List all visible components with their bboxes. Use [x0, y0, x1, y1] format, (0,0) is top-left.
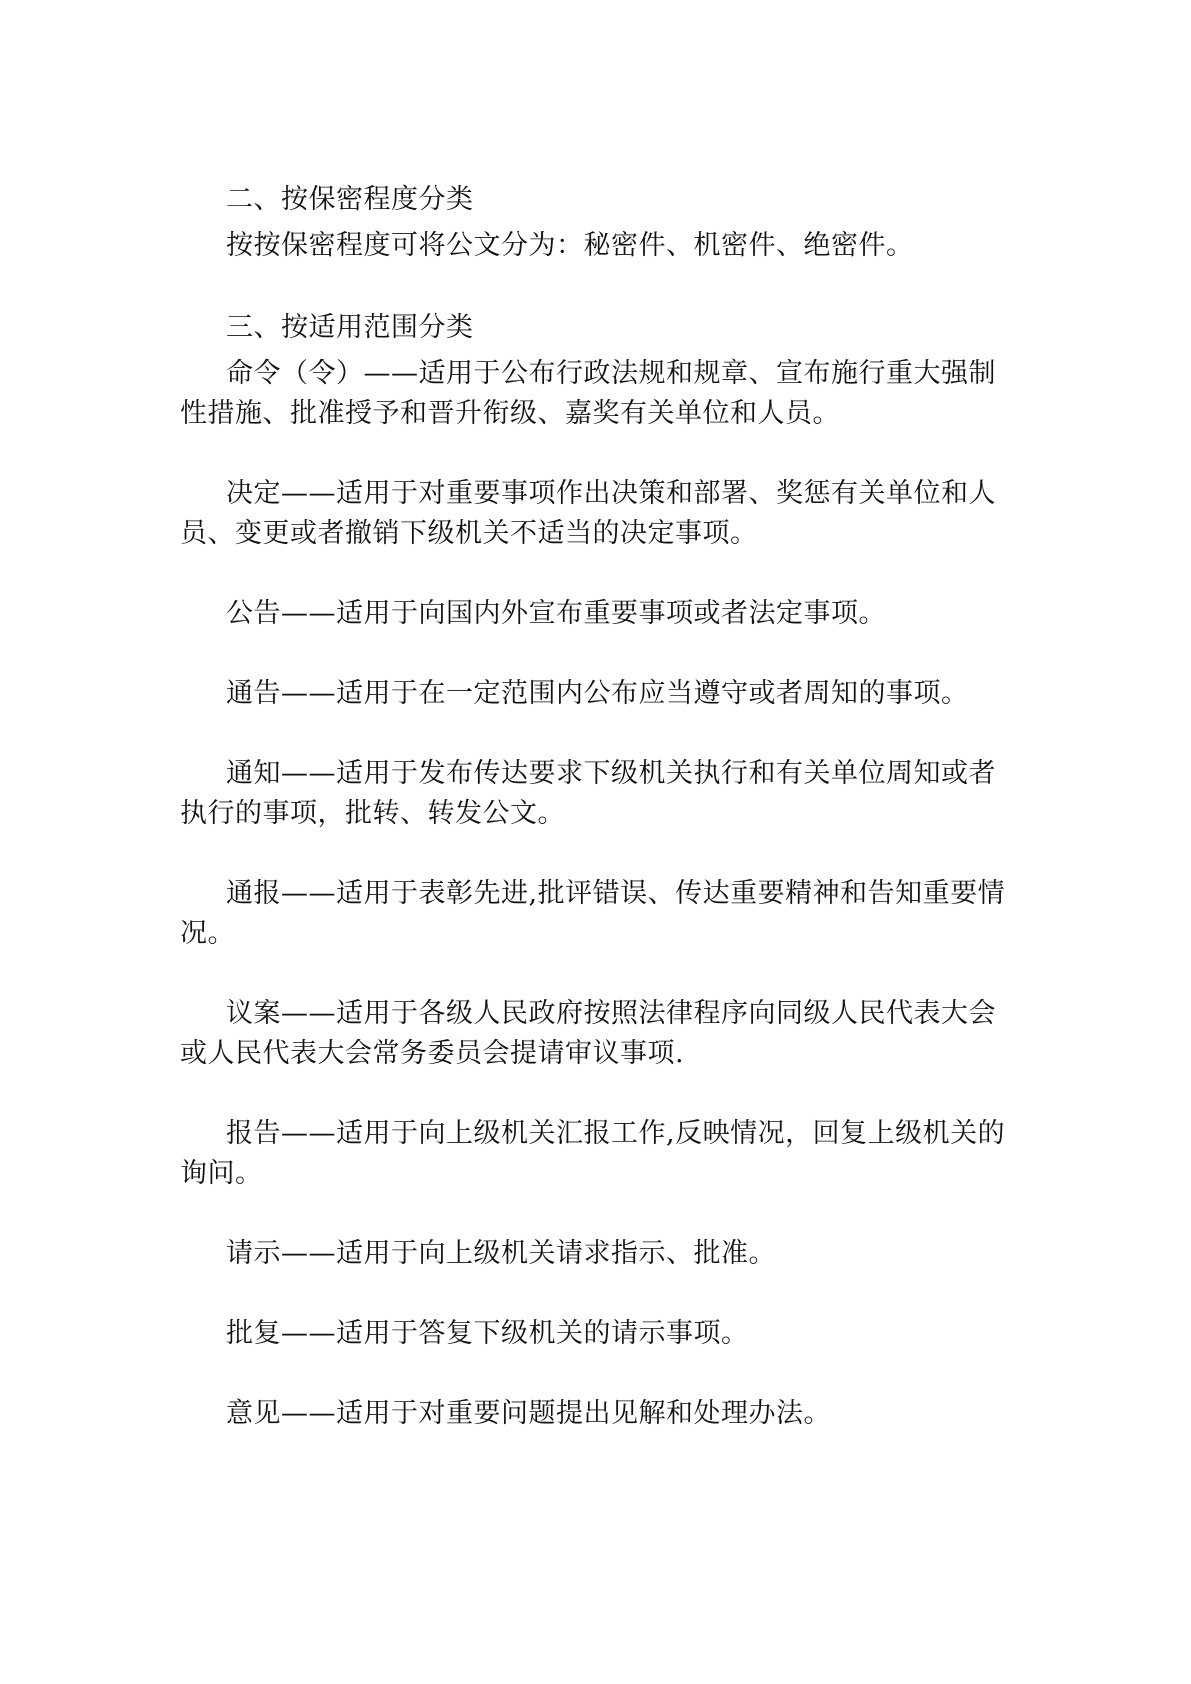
doc-type-circular: 通报——适用于表彰先进,批评错误、传达重要精神和告知重要情况。: [180, 878, 1006, 949]
doc-type-opinion: 意见——适用于对重要问题提出见解和处理办法。: [226, 1398, 831, 1429]
doc-type-motion: 议案——适用于各级人民政府按照法律程序向同级人民代表大会或人民代表大会常务委员会提请审议事项.: [180, 998, 996, 1069]
doc-type-decision: 决定——适用于对重要事项作出决策和部署、奖惩有关单位和人员、变更或者撤销下级机关不适当的决定事项。: [180, 478, 996, 549]
doc-type-reply: 批复——适用于答复下级机关的请示事项。: [226, 1318, 749, 1349]
doc-type-announcement: 公告——适用于向国内外宣布重要事项或者法定事项。: [226, 598, 886, 629]
document-body: [180, 180, 1020, 1434]
doc-type-command: 命令（令）——适用于公布行政法规和规章、宣布施行重大强制性措施、批准授予和晋升衔级、嘉奖有关单位和人员。: [180, 358, 996, 429]
doc-type-public-notice: 通告——适用于在一定范围内公布应当遵守或者周知的事项。: [226, 678, 969, 709]
section-heading-scope: 三、按适用范围分类: [226, 312, 474, 343]
section-heading-confidentiality: 二、按保密程度分类: [226, 184, 474, 215]
confidentiality-paragraph: 按按保密程度可将公文分为：秘密件、机密件、绝密件。: [226, 230, 914, 261]
doc-type-request: 请示——适用于向上级机关请求指示、批准。: [226, 1238, 776, 1269]
doc-type-report: 报告——适用于向上级机关汇报工作,反映情况，回复上级机关的询问。: [180, 1118, 1006, 1189]
doc-type-notice: 通知——适用于发布传达要求下级机关执行和有关单位周知或者执行的事项，批转、转发公文。: [180, 758, 996, 829]
